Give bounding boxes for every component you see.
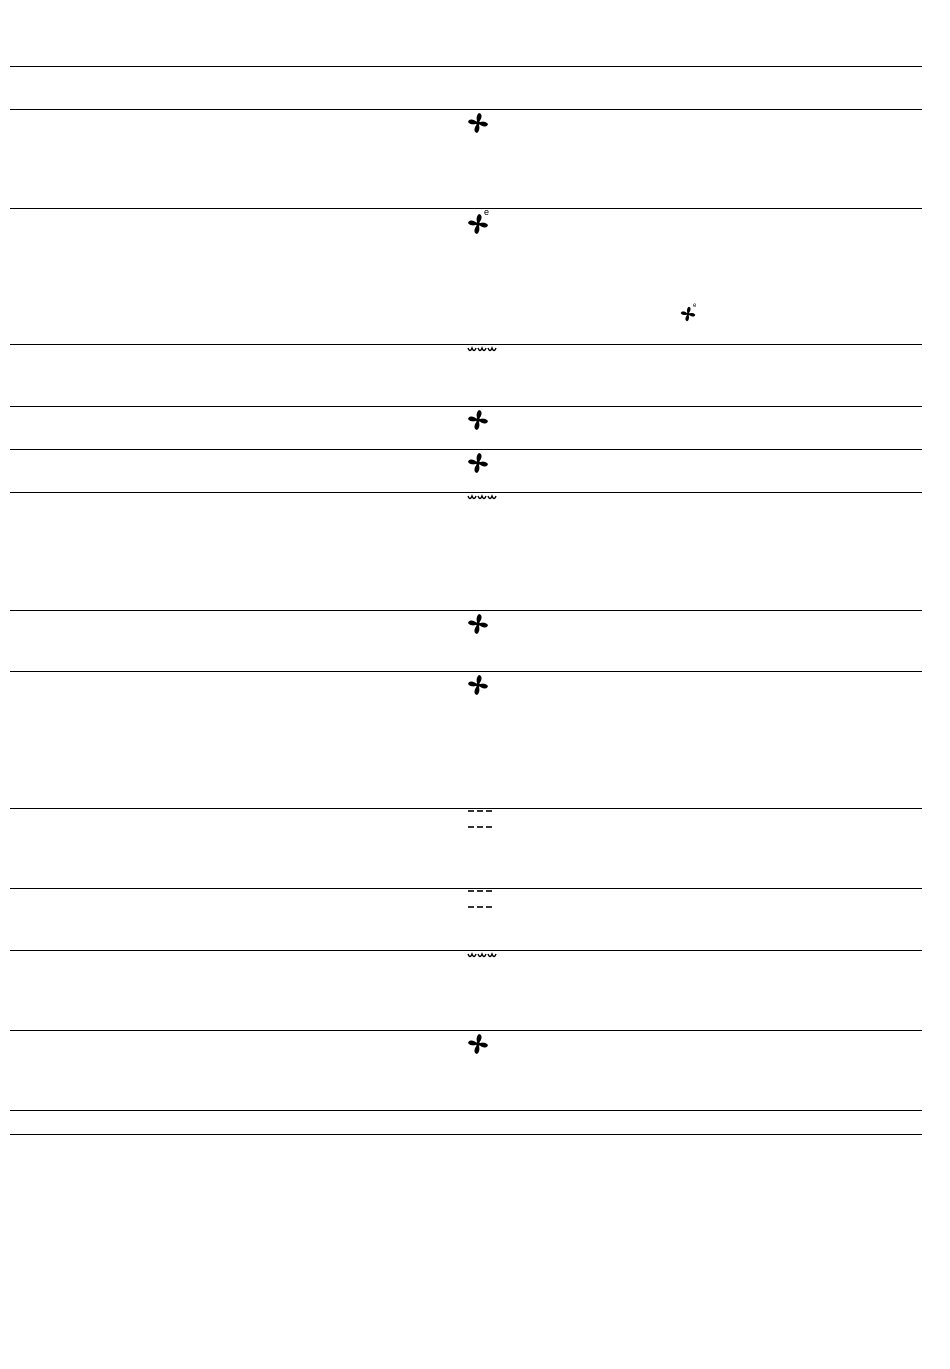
table-bottom-rule — [10, 1110, 922, 1111]
row-divider — [10, 406, 922, 407]
row-divider — [10, 1030, 922, 1031]
fan-icon — [467, 112, 489, 134]
fan-eco-superscript: e — [484, 207, 490, 217]
row-divider — [10, 888, 922, 889]
row-divider — [10, 950, 922, 951]
row-divider — [10, 208, 922, 209]
row-divider — [10, 671, 922, 672]
fan-icon — [467, 674, 489, 696]
fan-eco-superscript: e — [693, 303, 697, 309]
row-divider — [10, 808, 922, 809]
row-divider — [10, 344, 922, 345]
table-footer-rule — [10, 1134, 922, 1135]
grill-waves-icon — [467, 952, 497, 960]
grill-waves-icon — [467, 494, 497, 502]
row-divider — [10, 492, 922, 493]
row-divider — [10, 610, 922, 611]
fan-icon — [467, 409, 489, 431]
top-bottom-heat-icon — [467, 806, 493, 830]
fan-icon — [467, 613, 489, 635]
fan-icon — [467, 452, 489, 474]
top-bottom-heat-icon — [467, 886, 493, 910]
grill-waves-icon — [467, 346, 497, 354]
row-divider — [10, 449, 922, 450]
fan-icon — [467, 1033, 489, 1055]
table-header-rule — [10, 109, 922, 110]
table-top-rule — [10, 66, 922, 67]
